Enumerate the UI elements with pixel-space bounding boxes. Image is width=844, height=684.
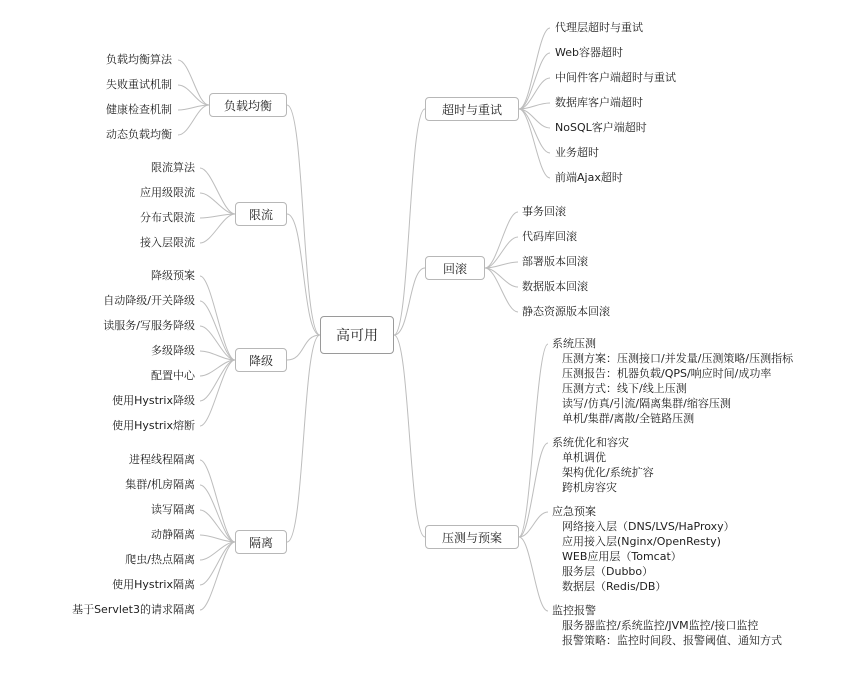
connector-line <box>200 276 235 360</box>
leaf-load-balance: 负载均衡算法 <box>106 53 172 66</box>
leaf-rollback: 代码库回滚 <box>522 230 577 243</box>
connector-line <box>200 214 235 243</box>
leaf-load-balance: 失败重试机制 <box>106 78 172 91</box>
leaf-timeout: NoSQL客户端超时 <box>555 121 647 134</box>
section-item: 单机调优 <box>562 451 606 464</box>
leaf-degrade: 配置中心 <box>151 369 195 382</box>
branch-degrade: 降级 <box>235 348 287 372</box>
connector-line <box>200 360 235 401</box>
section-item: 压测方案：压测接口/并发量/压测策略/压测指标 <box>562 352 794 365</box>
section-item: 服务层（Dubbo） <box>562 565 654 578</box>
leaf-rollback: 事务回滚 <box>522 205 566 218</box>
leaf-rollback: 部署版本回滚 <box>522 255 588 268</box>
branch-rollback: 回滚 <box>425 256 485 280</box>
connector-line <box>287 335 320 542</box>
connector-line <box>200 485 235 542</box>
leaf-load-balance: 动态负载均衡 <box>106 128 172 141</box>
leaf-isolation: 读写隔离 <box>151 503 195 516</box>
leaf-isolation: 爬虫/热点隔离 <box>125 553 195 566</box>
section-title: 监控报警 <box>552 604 596 617</box>
branch-isolation: 隔离 <box>235 530 287 554</box>
section-item: 架构优化/系统扩容 <box>562 466 654 479</box>
section-item: 压测报告：机器负载/QPS/响应时间/成功率 <box>562 367 772 380</box>
section-item: 网络接入层（DNS/LVS/HaProxy） <box>562 520 735 533</box>
connector-line <box>519 109 550 153</box>
connector-line <box>287 335 320 360</box>
leaf-rate-limit: 分布式限流 <box>140 211 195 224</box>
leaf-isolation: 集群/机房隔离 <box>125 478 195 491</box>
connector-line <box>485 237 518 268</box>
section-item: 服务器监控/系统监控/JVM监控/接口监控 <box>562 619 759 632</box>
connector-line <box>519 28 550 109</box>
section-title: 系统压测 <box>552 337 596 350</box>
connector-line <box>519 443 548 537</box>
section-title: 应急预案 <box>552 505 596 518</box>
connector-line <box>394 335 425 537</box>
section-item: 压测方式：线下/线上压测 <box>562 382 687 395</box>
branch-rate-limit: 限流 <box>235 202 287 226</box>
connector-line <box>519 537 548 611</box>
leaf-rollback: 数据版本回滚 <box>522 280 588 293</box>
connector-line <box>178 60 209 105</box>
leaf-isolation: 动静隔离 <box>151 528 195 541</box>
leaf-degrade: 多级降级 <box>151 344 195 357</box>
section-item: 报警策略：监控时间段、报警阈值、通知方式 <box>562 634 782 647</box>
connector-line <box>485 212 518 268</box>
leaf-rollback: 静态资源版本回滚 <box>522 305 610 318</box>
leaf-isolation: 使用Hystrix隔离 <box>112 578 195 591</box>
section-title: 系统优化和容灾 <box>552 436 629 449</box>
leaf-isolation: 进程线程隔离 <box>129 453 195 466</box>
leaf-isolation: 基于Servlet3的请求隔离 <box>72 603 195 616</box>
leaf-timeout: 中间件客户端超时与重试 <box>555 71 676 84</box>
leaf-degrade: 降级预案 <box>151 269 195 282</box>
leaf-rate-limit: 接入层限流 <box>140 236 195 249</box>
connector-line <box>200 168 235 214</box>
section-item: 读写/仿真/引流/隔离集群/缩容压测 <box>562 397 731 410</box>
connector-line <box>200 460 235 542</box>
leaf-degrade: 读服务/写服务降级 <box>103 319 195 332</box>
leaf-degrade: 自动降级/开关降级 <box>103 294 195 307</box>
connector-line <box>200 542 235 585</box>
section-item: 单机/集群/离散/全链路压测 <box>562 412 695 425</box>
leaf-timeout: 业务超时 <box>555 146 599 159</box>
connector-line <box>200 360 235 426</box>
leaf-load-balance: 健康检查机制 <box>106 103 172 116</box>
branch-stress: 压测与预案 <box>425 525 519 549</box>
leaf-rate-limit: 限流算法 <box>151 161 195 174</box>
section-item: 跨机房容灾 <box>562 481 617 494</box>
leaf-timeout: 代理层超时与重试 <box>555 21 643 34</box>
leaf-degrade: 使用Hystrix熔断 <box>112 419 195 432</box>
connector-line <box>394 268 425 335</box>
leaf-timeout: 数据库客户端超时 <box>555 96 643 109</box>
connector-line <box>178 105 209 110</box>
connector-line <box>485 268 518 312</box>
connector-line <box>519 109 550 178</box>
leaf-rate-limit: 应用级限流 <box>140 186 195 199</box>
leaf-degrade: 使用Hystrix降级 <box>112 394 195 407</box>
branch-timeout: 超时与重试 <box>425 97 519 121</box>
center-node: 高可用 <box>320 316 394 354</box>
connector-line <box>287 214 320 335</box>
leaf-timeout: Web容器超时 <box>555 46 623 59</box>
branch-load-balance: 负载均衡 <box>209 93 287 117</box>
section-item: 应用接入层(Nginx/OpenResty) <box>562 535 721 548</box>
section-item: WEB应用层（Tomcat） <box>562 550 682 563</box>
connector-line <box>287 105 320 335</box>
connector-line <box>519 344 548 537</box>
connector-line <box>519 53 550 109</box>
section-item: 数据层（Redis/DB） <box>562 580 667 593</box>
leaf-timeout: 前端Ajax超时 <box>555 171 623 184</box>
connector-line <box>200 542 235 610</box>
